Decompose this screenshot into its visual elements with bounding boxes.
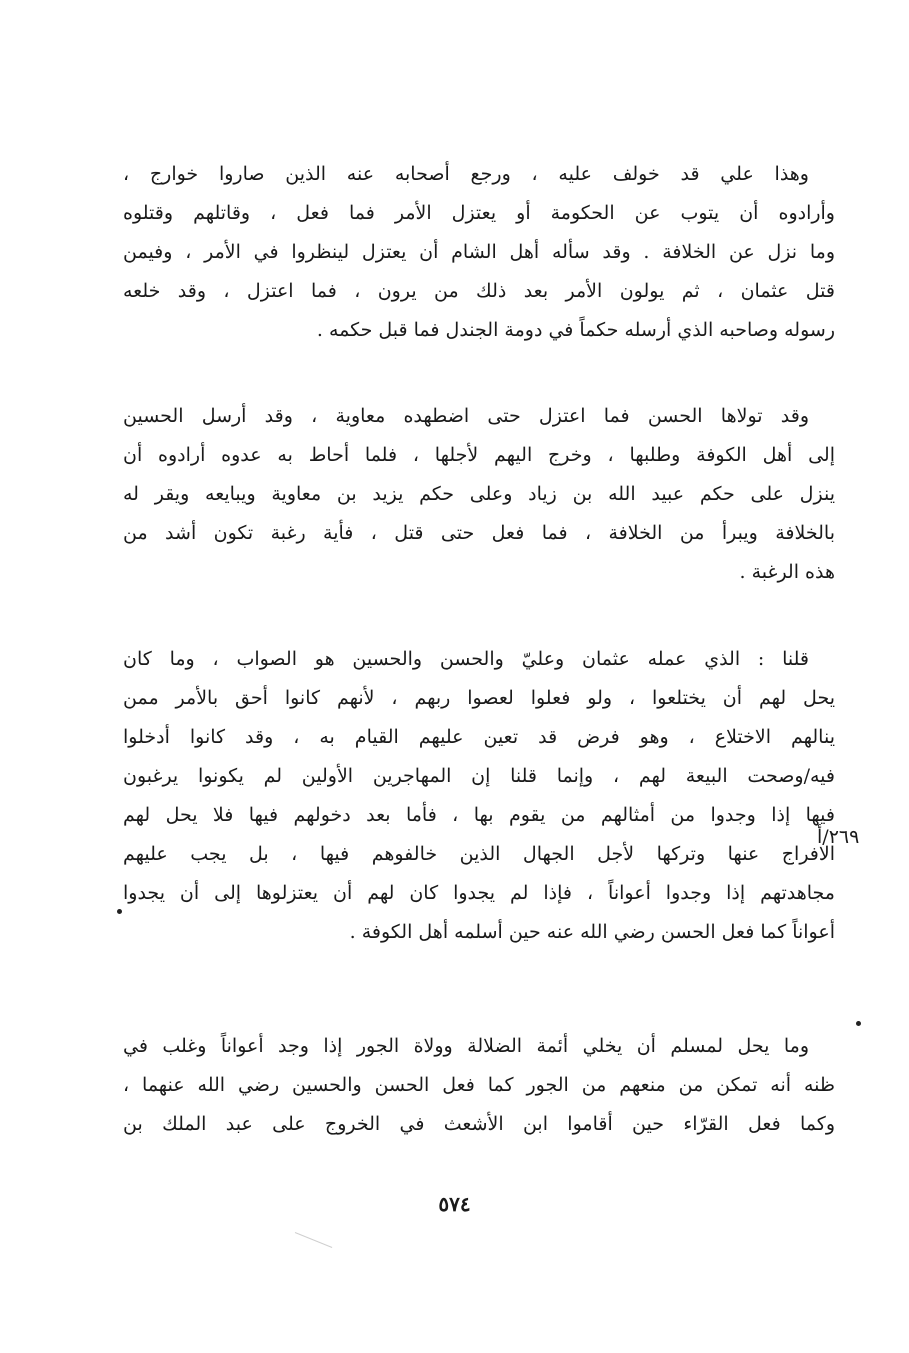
text-line: وأرادوه أن يتوب عن الحكومة أو يعتزل الأمر فما فعل ، وقاتلهم وقتلوه bbox=[123, 202, 835, 224]
text-line: ينزل على حكم عبيد الله بن زياد وعلى حكم يزيد بن معاوية ويبايعه ويقر له bbox=[123, 483, 835, 505]
page-number: ٥٧٤ bbox=[438, 1192, 471, 1216]
text-line: وقد تولاها الحسن فما اعتزل حتى اضطهده معاوية ، وقد أرسل الحسين bbox=[123, 405, 809, 427]
text-line: يحل لهم أن يختلعوا ، ولو فعلوا لعصوا ربهم ، لأنهم كانوا أحق بالأمر ممن bbox=[123, 687, 835, 709]
text-line: بالخلافة ويبرأ من الخلافة ، فما فعل حتى قتل ، فأية رغبة تكون أشد من bbox=[123, 522, 835, 544]
text-line: وما يحل لمسلم أن يخلي أئمة الضلالة وولاة الجور إذا وجد أعواناً وغلب في bbox=[123, 1035, 809, 1057]
paragraph-1 bbox=[123, 155, 835, 350]
text-line: ظنه أنه تمكن من منعهم من الجور كما فعل الحسن والحسين رضي الله عنهما ، bbox=[123, 1074, 835, 1096]
ink-speck bbox=[856, 1021, 861, 1026]
text-line: إلى أهل الكوفة وطلبها ، وخرج اليهم لأجلها ، فلما أحاط به عدوه أرادوه أن bbox=[123, 444, 835, 466]
text-line: قلنا : الذي عمله عثمان وعليّ والحسن والحسين هو الصواب ، وما كان bbox=[123, 648, 809, 670]
text-line: فيه/وصحت البيعة لهم ، وإنما قلنا إن المهاجرين الأولين لم يكونوا يرغبون bbox=[123, 765, 835, 787]
text-line: قتل عثمان ، ثم يولون الأمر بعد ذلك من يرون ، فما اعتزل ، وقد خلعه bbox=[123, 280, 835, 302]
ink-speck bbox=[117, 909, 122, 914]
folio-margin-note: ٢٦٩/أ bbox=[817, 826, 860, 848]
text-line: رسوله وصاحبه الذي أرسله حكماً في دومة الجندل فما قبل حكمه . bbox=[316, 319, 835, 341]
paragraph-2 bbox=[123, 397, 835, 592]
paragraph-3 bbox=[123, 640, 835, 952]
text-line: أعواناً كما فعل الحسن رضي الله عنه حين أسلمه أهل الكوفة . bbox=[349, 921, 835, 943]
text-line: وهذا علي قد خولف عليه ، ورجع أصحابه عنه الذين صاروا خوارج ، bbox=[123, 163, 809, 185]
text-line: وما نزل عن الخلافة . وقد سأله أهل الشام أن يعتزل لينظروا في الأمر ، وفيمن bbox=[123, 241, 835, 263]
text-line: ينالهم الاختلاع ، وهو فرض قد تعين عليهم القيام به ، وقد كانوا أدخلوا bbox=[123, 726, 835, 748]
text-line: فيها إذا وجدوا من أمثالهم من يقوم بها ، فأما بعد دخولهم فيها فلا يحل لهم bbox=[123, 804, 835, 826]
text-line: هذه الرغبة . bbox=[739, 561, 835, 583]
paragraph-4 bbox=[123, 1027, 835, 1144]
text-line: وكما فعل القرّاء حين أقاموا ابن الأشعث في الخروج على عبد الملك بن bbox=[123, 1113, 835, 1135]
text-line: الافراج عنها وتركها لأجل الجهال الذين خالفوهم فيها ، بل يجب عليهم bbox=[123, 843, 835, 865]
text-line: مجاهدتهم إذا وجدوا أعواناً ، فإذا لم يجدوا كان لهم أن يعتزلوها إلى أن يجدوا bbox=[123, 882, 835, 904]
scan-artifact bbox=[295, 1232, 332, 1248]
